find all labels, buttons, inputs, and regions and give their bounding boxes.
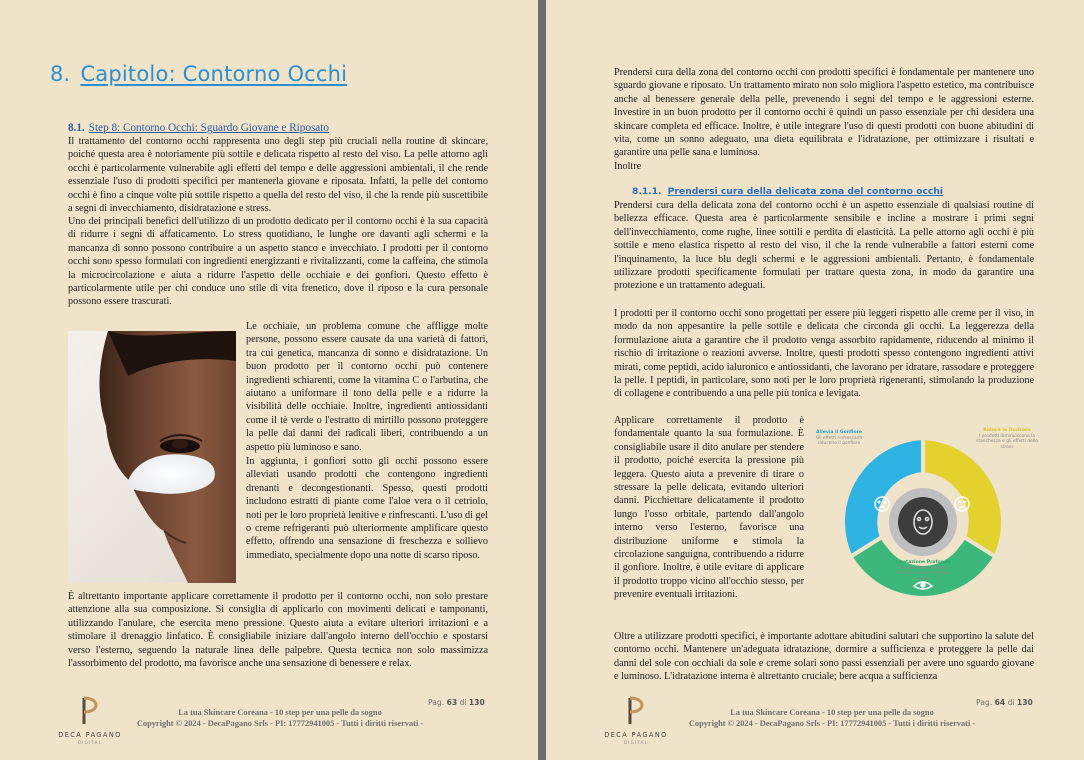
- page-number-current: 63: [446, 698, 458, 707]
- right-paragraph-4: Applicare correttamente il prodotto è fondamentale quanto la sua formulazione. È consigliabile usare il dito anulare per stendere il prodotto, poiché esercita la pressione più leggera. Questo aiuta a prevenire di tirare o stressare la pelle delicata, evitando ulteriori danni. Picchiettare delicatamente il prodotto lungo l'osso orbitale, partendo dall'angolo interno verso l'esterno, favorisce una distribuzione uniforme e stimola la circolazione sanguigna, contribuendo a ridurre il gonfiore. Inoltre, è utile evitare di applicare il prodotto troppo vicino all'occhio stesso, per prevenire eventuali irritazioni.: [614, 415, 804, 601]
- paragraph-2: Uno dei principali benefici dell'utilizzo di un prodotto dedicato per il contorno occhi è la sua capacità di ridurre i segni di affaticamento. Lo stress quotidiano, le lunghe ore davanti agli schermi e la mancanza di sonno possono contribuire a un aspetto stanco e invecchiato. I prodotti per il contorno occhi sono spesso formulati con ingredienti energizzanti e rivitalizzanti, come la caffeina, che stimola la microcircolazione e aiuta a ridurre l'aspetto delle occhiaie e dei gonfiori. Questo effetto è particolarmente utile per chi conduce uno stile di vita frenetico, dove il riposo e la cura personale possono essere trascurati.: [68, 216, 488, 308]
- footer-text-right: [662, 708, 1002, 729]
- right-paragraph-3: I prodotti per il contorno occhi sono progettati per essere più leggeri rispetto alle creme per il viso, in modo da non appesantire la pelle sottile e delicata che circonda gli occhi. La leggerezza della formulazione aiuta a garantire che il prodotto venga assorbito rapidamente, riducendo al minimo il rischio di irritazione o reazioni avverse. Inoltre, questi prodotti spesso contengono ingredienti attivi mirati, come peptidi, acido ialuronico e antiossidanti, che lavorano per idratare, rassodare e proteggere la pelle. I peptidi, in particolare, sono noti per le loro proprietà rigeneranti, stimolando la produzione di collagene e contribuendo a una pelle più tonica e levigata.: [614, 308, 1034, 400]
- section-title-link[interactable]: Step 8: Contorno Occhi: Sguardo Giovane e Riposato: [88, 122, 329, 134]
- subsection-title-link[interactable]: Prendersi cura della delicata zona del contorno occhi: [667, 186, 944, 197]
- right-paragraph-5: Oltre a utilizzare prodotti specifici, è importante adottare abitudini salutari che supportino la salute del contorno occhi. Mantenere un'adeguata idratazione, dormire a sufficienza e proteggere la pelle dai danni del sole con occhiali da sole e creme solari sono passi essenziali per avere uno sguardo giovane e luminoso. L'idratazione interna è altrettanto cruciale; bere acqua a sufficienza: [614, 631, 1034, 683]
- right-paragraph-2: Prendersi cura della delicata zona del contorno occhi è un aspetto essenziale di qualsiasi routine di bellezza efficace. Questa area è particolarmente sensibile e incline a mostrare i primi segni dell'invecchiamento, come rughe, linee sottili e perdita di elasticità. La pelle attorno agli occhi è più sottile e meno elastica rispetto al resto del viso, il che la rende vulnerabile a fattori esterni come l'inquinamento, la luce blu degli schermi e le aggressioni ambientali. Pertanto, è fondamentale utilizzare prodotti specificamente formulati per trattare questa zona, in modo da garantire una protezione e un trattamento adeguati.: [614, 200, 1034, 292]
- footer-line-2: Copyright © 2024 - DecaPagano Srls - PI: 17772941005 - Tutti i diritti riservati -: [136, 718, 424, 728]
- section-number: 8.1.: [68, 122, 85, 134]
- footer-line-2: Copyright © 2024 - DecaPagano Srls - PI: 17772941005 - Tutti i diritti riservati -: [688, 718, 976, 728]
- page-number-right: Pag. 64 di 130: [976, 698, 1033, 707]
- paragraph-3: Le occhiaie, un problema comune che affligge molte persone, possono essere causate da una varietà di fattori, tra cui genetica, mancanza di sonno e disidratazione. Un buon prodotto per il contorno occhi può contenere ingredienti schiarenti, come la vitamina C o l'arbutina, che aiutano a uniformare il tono della pelle e a ridurre la visibilità delle occhiaie. Inoltre, ingredienti antiossidanti come il tè verde o l'estratto di mirtillo possono proteggere la pelle dai danni dei radicali liberi, contribuendo a un aspetto più luminoso e sano.: [246, 321, 488, 453]
- footer-brand-sub: DIGITAL: [623, 740, 649, 745]
- chapter-title: [50, 62, 347, 86]
- page-number: Pag. 63 di 130: [428, 698, 485, 707]
- eye-patch-photo: [68, 331, 236, 583]
- intro-paragraph: Il trattamento del contorno occhi rappresenta uno degli step più cruciali nella routine di skincare, poiché questa area è notoriamente più sottile e delicata rispetto al resto del viso. La pelle attorno agli occhi è particolarmente vulnerabile agli effetti del tempo e delle aggressioni ambientali, il che rende essenziale l'uso di prodotti specifici per mantenerla giovane e riposata. Infatti, la pelle del contorno occhi è fino a cinque volte più sottile rispetto a quella del resto del viso, il che la rende più suscettibile a segni di invecchiamento, disidratazione e stress.: [68, 136, 488, 215]
- page-number-total: 130: [468, 698, 485, 707]
- footer-line-1: La tua Skincare Coreana - 10 step per una pelle da sogno: [730, 708, 934, 717]
- paragraph-5: È altrettanto importante applicare correttamente il prodotto per il contorno occhi, non solo prestare attenzione alla sua composizione. Si consiglia di applicarlo con movimenti delicati e tamponanti, utilizzando l'anulare, che esercita meno pressione. Questo aiuta a evitare ulteriori irritazioni e a stimolare il drenaggio linfatico. È consigliabile iniziare dall'angolo interno dell'occhio e spostarsi verso l'esterno, seguendo la naturale linea delle palpebre. Questa tecnica non solo massimizza l'assorbimento del prodotto, ma favorisce anche una sensazione di benessere e relax.: [68, 591, 488, 670]
- decapagano-logo-icon: [616, 696, 656, 726]
- paragraph-4: In aggiunta, i gonfiori sotto gli occhi possono essere alleviati usando prodotti che contengono ingredienti drenanti e decongestionanti. Spesso, questi prodotti includono estratti di piante come l'aloe vera o il cetriolo, noti per le loro proprietà lenitive e rinfrescanti. L'uso di gel o creme refrigeranti può ulteriormente amplificare questo effetto, offrendo una sensazione di freschezza e sollievo immediato, specialmente dopo una notte di scarso riposo.: [246, 456, 488, 561]
- segment-label-3: Idratazione Profonda Gli ingredienti idratanti aiutano a ridurre le linee sottili: [895, 560, 951, 582]
- footer-line-1: La tua Skincare Coreana - 10 step per una pelle da sogno: [178, 708, 382, 717]
- right-paragraph-1-tail: Inoltre: [614, 161, 642, 172]
- page-number-total: 130: [1016, 698, 1033, 707]
- chapter-title-text[interactable]: Capitolo: Contorno Occhi: [80, 62, 348, 86]
- page-number-current: 64: [994, 698, 1006, 707]
- decapagano-logo-icon: [70, 696, 110, 726]
- subsection-number: 8.1.1.: [632, 186, 662, 197]
- right-paragraph-1: Prendersi cura della zona del contorno occhi con prodotti specifici è fondamentale per mantenere uno sguardo giovane e riposato. Un trattamento mirato non solo migliora l'aspetto estetico, ma contribuisce anche al benessere generale della pelle, prevenendo i segni del tempo e le aggressioni esterne. Investire in un buon prodotto per il contorno occhi è quindi un passo essenziale per chi desidera una skincare completa ed efficace. Inoltre, è utile integrare l'uso di questi prodotti con buone abitudini di vita, come un sonno adeguato, una dieta equilibrata e l'idratazione, per ottimizzare i risultati e garantire una pelle sana e luminosa.: [614, 67, 1034, 159]
- left-page: [0, 0, 538, 760]
- footer-text: [110, 708, 450, 729]
- footer-brand: DECA PAGANO: [58, 731, 122, 739]
- woman-eye-patch-illustration: [68, 331, 236, 583]
- subsection-heading: [632, 186, 943, 197]
- footer-brand: DECA PAGANO: [604, 731, 668, 739]
- section-heading: [68, 122, 329, 134]
- footer-brand-sub: DIGITAL: [77, 740, 103, 745]
- benefits-diagram: [808, 420, 1038, 620]
- segment-label-2: Riduce le Occhiaie I prodotti diminuiscono la stanchezza e gli effetti dello stress: [976, 428, 1038, 450]
- segment-label-1: Allevia il Gonfiore Gli effetti rinfrescanti riducono il gonfiore: [815, 430, 863, 447]
- chapter-number: 8.: [50, 62, 71, 86]
